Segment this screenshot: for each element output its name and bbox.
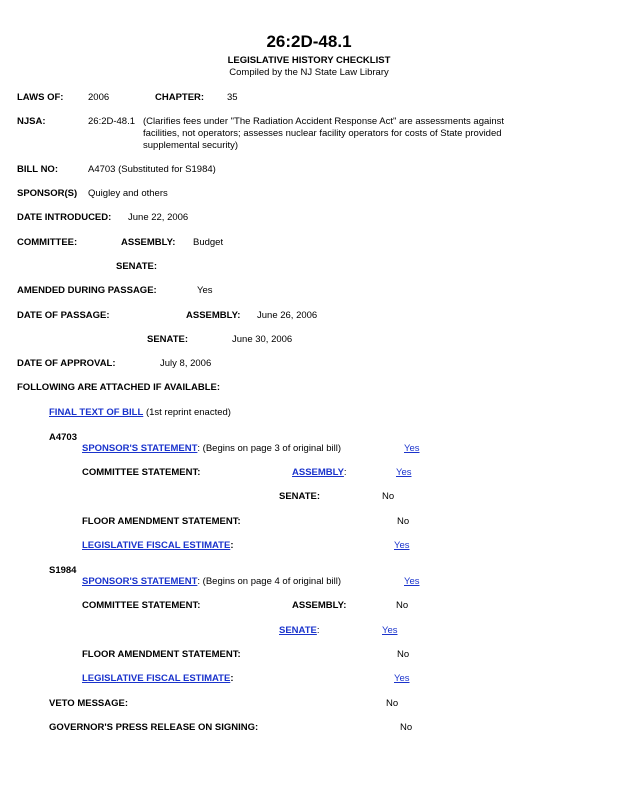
press-release-label: GOVERNOR'S PRESS RELEASE ON SIGNING: <box>49 722 259 733</box>
a4703-committee-senate-value: No <box>382 491 395 502</box>
a4703-sponsor-note: : (Begins on page 3 of original bill) <box>197 443 342 454</box>
s1984-floor-value: No <box>397 649 410 660</box>
a4703-committee-senate-label: SENATE: <box>279 491 320 502</box>
njsa-label: NJSA: <box>17 116 46 127</box>
committee-label: COMMITTEE: <box>17 237 78 248</box>
a4703-sponsor-statement-link[interactable]: SPONSOR'S STATEMENT <box>82 443 198 454</box>
laws-of-value: 2006 <box>88 92 110 103</box>
a4703-sponsor-yes-link[interactable]: Yes <box>404 443 420 454</box>
committee-assembly-label: ASSEMBLY: <box>121 237 176 248</box>
committee-assembly-value: Budget <box>193 237 224 248</box>
s1984-committee-label: COMMITTEE STATEMENT: <box>82 600 201 611</box>
page-title: 26:2D-48.1 <box>266 32 352 51</box>
s1984-committee-senate-link[interactable]: SENATE <box>279 625 317 636</box>
page-subtitle: LEGISLATIVE HISTORY CHECKLIST <box>227 55 391 66</box>
laws-of-label: LAWS OF: <box>17 92 64 103</box>
final-text-note: (1st reprint enacted) <box>145 407 231 418</box>
s1984-committee-senate <box>279 625 319 636</box>
bill-no-label: BILL NO: <box>17 164 58 175</box>
amended-value: Yes <box>197 285 213 296</box>
a4703-fiscal-row <box>82 540 233 551</box>
compiled-by: Compiled by the NJ State Law Library <box>229 67 389 78</box>
final-text-link[interactable]: FINAL TEXT OF BILL <box>49 407 144 418</box>
a4703-committee-assembly <box>292 467 347 478</box>
final-text-row <box>49 407 231 418</box>
passage-senate-label: SENATE: <box>147 334 188 345</box>
date-introduced-value: June 22, 2006 <box>128 212 189 223</box>
sponsors-label: SPONSOR(S) <box>17 188 78 199</box>
veto-label: VETO MESSAGE: <box>49 698 129 709</box>
passage-label: DATE OF PASSAGE: <box>17 310 110 321</box>
njsa-description: (Clarifies fees under "The Radiation Accident Response Act" are assessments against facilities, not operators; assesses nuclear facility operators for costs of State provided supplemental security) <box>143 116 505 151</box>
s1984-fiscal-colon: : <box>230 673 234 684</box>
approval-value: July 8, 2006 <box>160 358 212 369</box>
committee-senate-label: SENATE: <box>116 261 157 272</box>
a4703-fiscal-colon: : <box>230 540 234 551</box>
passage-senate-value: June 30, 2006 <box>232 334 293 345</box>
press-release-value: No <box>400 722 413 733</box>
a4703-committee-assembly-colon: : <box>343 467 347 478</box>
s1984-fiscal-estimate-link[interactable]: LEGISLATIVE FISCAL ESTIMATE <box>82 673 231 684</box>
approval-label: DATE OF APPROVAL: <box>17 358 116 369</box>
s1984-sponsor-yes-link[interactable]: Yes <box>404 576 420 587</box>
attached-heading: FOLLOWING ARE ATTACHED IF AVAILABLE: <box>17 382 220 393</box>
s1984-fiscal-yes-link[interactable]: Yes <box>394 673 410 684</box>
a4703-heading: A4703 <box>49 432 77 443</box>
s1984-sponsor-row <box>82 576 341 587</box>
s1984-committee-assembly-value: No <box>396 600 409 611</box>
s1984-fiscal-row <box>82 673 233 684</box>
amended-label: AMENDED DURING PASSAGE: <box>17 285 157 296</box>
s1984-floor-label: FLOOR AMENDMENT STATEMENT: <box>82 649 241 660</box>
passage-assembly-value: June 26, 2006 <box>257 310 318 321</box>
s1984-heading: S1984 <box>49 565 77 576</box>
s1984-committee-assembly-label: ASSEMBLY: <box>292 600 347 611</box>
njsa-code: 26:2D-48.1 <box>88 116 136 127</box>
a4703-floor-value: No <box>397 516 410 527</box>
a4703-floor-label: FLOOR AMENDMENT STATEMENT: <box>82 516 241 527</box>
passage-assembly-label: ASSEMBLY: <box>186 310 241 321</box>
s1984-sponsor-note: : (Begins on page 4 of original bill) <box>197 576 342 587</box>
a4703-sponsor-row <box>82 443 341 454</box>
a4703-fiscal-yes-link[interactable]: Yes <box>394 540 410 551</box>
chapter-value: 35 <box>227 92 238 103</box>
bill-no-value: A4703 (Substituted for S1984) <box>88 164 216 175</box>
date-introduced-label: DATE INTRODUCED: <box>17 212 112 223</box>
a4703-fiscal-estimate-link[interactable]: LEGISLATIVE FISCAL ESTIMATE <box>82 540 231 551</box>
a4703-committee-label: COMMITTEE STATEMENT: <box>82 467 201 478</box>
a4703-committee-assembly-link[interactable]: ASSEMBLY <box>292 467 344 478</box>
s1984-committee-senate-yes-link[interactable]: Yes <box>382 625 398 636</box>
s1984-sponsor-statement-link[interactable]: SPONSOR'S STATEMENT <box>82 576 198 587</box>
a4703-committee-assembly-yes-link[interactable]: Yes <box>396 467 412 478</box>
chapter-label: CHAPTER: <box>155 92 205 103</box>
veto-value: No <box>386 698 399 709</box>
sponsors-value: Quigley and others <box>88 188 168 199</box>
s1984-committee-senate-colon: : <box>316 625 320 636</box>
